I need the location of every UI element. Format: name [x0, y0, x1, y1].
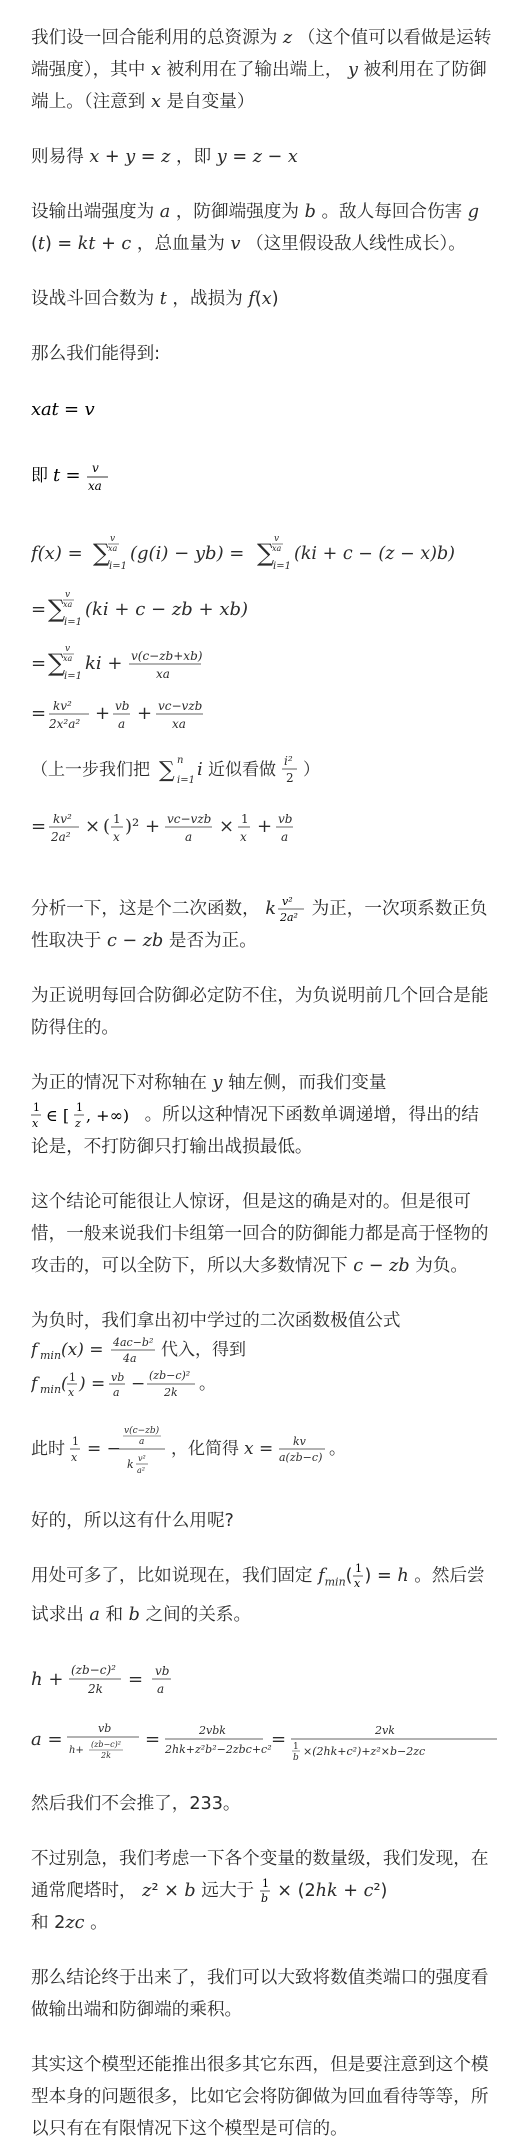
svg-text:∑: ∑ [257, 539, 275, 567]
svg-text:=: = [31, 703, 47, 724]
svg-text:∑: ∑ [93, 539, 111, 567]
svg-text:∑: ∑ [159, 758, 175, 783]
svg-text:b: b [260, 1891, 268, 1905]
svg-text:=: = [128, 1668, 144, 1690]
svg-text:近似看做: 近似看做 [208, 760, 276, 780]
svg-text:i=1: i=1 [64, 617, 82, 628]
question-paragraph: 好的，所以这有什么用呢? [31, 1511, 234, 1531]
svg-text:a: a [281, 830, 289, 844]
svg-text:xa: xa [156, 667, 170, 681]
svg-text:vb: vb [98, 1721, 112, 1735]
svg-text:v: v [274, 534, 280, 544]
svg-text:2a²: 2a² [280, 911, 298, 924]
svg-text:v(c−zb): v(c−zb) [124, 1426, 160, 1436]
svg-text:x: x [353, 1577, 360, 1590]
svg-text:v(c−zb+xb): v(c−zb+xb) [131, 649, 203, 663]
therefore-paragraph: 那么我们能得到: [31, 344, 161, 364]
svg-text:(ki + c − zb + xb): (ki + c − zb + xb) [85, 599, 249, 620]
relation-derivation [31, 1654, 496, 1770]
svg-text:vb: vb [111, 1371, 125, 1384]
conclusion-paragraph: 那么结论终于出来了，我们可以大致将数值类端口的强度看做输出端和防御端的乘积。 [31, 1967, 489, 2020]
svg-text:kv²: kv² [53, 699, 72, 713]
svg-text:1: 1 [241, 812, 249, 826]
svg-text:i: i [197, 759, 203, 780]
svg-text:2: 2 [286, 771, 294, 785]
svg-text:xa: xa [272, 544, 282, 553]
relation-paragraph: 则易得 x + y = z ，即 y = z − x [31, 147, 298, 167]
magnitude-paragraph: 不过别急，我们考虑一下各个变量的数量级，我们发现，在通常爬塔时， z² × b 远大于 1 b × (2hk + c²) 和 2zc 。 [31, 1848, 489, 1933]
svg-text:+: + [95, 703, 111, 724]
svg-text:4a: 4a [123, 1352, 137, 1365]
svg-text:2k: 2k [164, 1386, 178, 1399]
svg-text:i=1: i=1 [177, 775, 195, 786]
svg-text:，化简得: ，化简得 [171, 1439, 239, 1459]
svg-text:(: ( [103, 816, 111, 837]
equation-t [31, 456, 496, 507]
svg-text:h +: h + [31, 1668, 64, 1690]
svg-text:×: × [219, 816, 235, 837]
svg-text:+: + [257, 816, 273, 837]
svg-text:x: x [71, 1451, 78, 1464]
svg-text:代入，得到: 代入，得到 [161, 1340, 246, 1360]
svg-text:xat = v: xat = v [31, 399, 95, 420]
svg-text:x: x [32, 1117, 39, 1130]
analysis-paragraph: 分析一下，这是个二次函数， k v² 2a² 为正，一次项系数正负性取决于 c − zb 是否为正。 [31, 895, 488, 951]
svg-text:(zb−c)²: (zb−c)² [71, 1662, 116, 1677]
svg-text:1: 1 [261, 1876, 269, 1890]
svg-text:×(2hk+c²)+z²×b−2zc: ×(2hk+c²)+z²×b−2zc [303, 1744, 426, 1758]
vertex-paragraph [31, 1424, 496, 1482]
svg-text:v²: v² [138, 1454, 146, 1463]
frac-1-x [353, 1562, 365, 1590]
svg-text:(: ( [61, 1374, 68, 1394]
svg-text:n: n [177, 755, 184, 766]
svg-text:x =: x = [244, 1439, 274, 1459]
sign-paragraph: 为正说明每回合防御必定防不住，为负说明前几个回合是能防得住的。 [31, 986, 489, 1038]
svg-text:b: b [293, 1752, 299, 1763]
svg-text:∑: ∑ [48, 595, 66, 623]
svg-text:kv: kv [293, 1435, 306, 1448]
svg-text:min: min [40, 1349, 62, 1362]
svg-text:即: 即 [31, 466, 48, 486]
t-formula [31, 456, 171, 496]
svg-text:xa: xa [172, 717, 186, 731]
derivation-svg [31, 527, 501, 877]
svg-text:）: ） [303, 760, 320, 780]
svg-text:1: 1 [33, 1101, 40, 1114]
svg-text:=: = [31, 599, 47, 620]
positive-case-paragraph: 为正的情况下对称轴在 y 轴左侧，而我们变量 1 x ∈ [ 1 z , +∞) 。所以这种情况下函数单调递增，得出的结论是，不打防御只打输出战损最低。 [31, 1073, 479, 1157]
equation-xat [31, 393, 496, 436]
intro-paragraph: 我们设一回合能利用的总资源为 z （这个值可以看做是运转端强度），其中 x 被利用在了输出端上， y 被利用在了防御端上。（注意到 x 是自变量） [31, 28, 492, 112]
svg-text:a =: a = [31, 1728, 63, 1750]
svg-text:) =: ) = [79, 1374, 106, 1394]
svg-text:1: 1 [69, 1371, 76, 1384]
svg-text:1: 1 [354, 1562, 362, 1575]
svg-text:vb: vb [115, 699, 130, 713]
svg-text:, +∞): , +∞) [86, 1106, 130, 1125]
svg-text:= −: = − [87, 1439, 121, 1459]
svg-text:h+: h+ [69, 1744, 84, 1756]
svg-text:kv²: kv² [53, 812, 72, 826]
surprise-paragraph: 这个结论可能很让人惊讶，但是这的确是对的。但是很可惜，一般来说我们卡组第一回合的防御能力都是高于怪物的攻击的，可以全防下，所以大多数情况下 c − zb 为负。 [31, 1192, 489, 1276]
svg-text:x: x [68, 1386, 75, 1399]
svg-text:2k: 2k [101, 1750, 111, 1760]
svg-text:i²: i² [284, 754, 293, 768]
svg-text:(g(i) − yb) =: (g(i) − yb) = [130, 543, 245, 564]
svg-text:2vk: 2vk [375, 1723, 395, 1737]
svg-text:(ki + c − (z − x)b): (ki + c − (z − x)b) [294, 544, 455, 564]
domain-formula [31, 1100, 139, 1130]
caveat-paragraph: 其实这个模型还能推出很多其它东西，但是要注意到这个模型本身的问题很多，比如它会将防御做为回血看待等等，所以只有在有限情况下这个模型是可信的。 [31, 2054, 489, 2139]
svg-text:1: 1 [113, 812, 121, 826]
svg-text:4ac−b²: 4ac−b² [113, 1337, 154, 1349]
svg-text:i=1: i=1 [273, 561, 291, 572]
svg-text:ki +: ki + [85, 653, 123, 674]
svg-text:v: v [65, 644, 71, 654]
frac-v2-2a2 [276, 894, 306, 924]
svg-text:×: × [85, 816, 101, 837]
svg-text:1: 1 [76, 1101, 83, 1114]
svg-text:vb: vb [155, 1663, 170, 1678]
usage-paragraph: 用处可多了，比如说现在，我们固定 $f_{min}$( 1 x ) = h 。然后尝试求出 a 和 b 之间的关系。 [31, 1562, 485, 1625]
svg-text:1: 1 [293, 1741, 299, 1752]
svg-text:=: = [31, 653, 47, 674]
svg-text:=: = [271, 1728, 287, 1750]
svg-text:(x) =: (x) = [61, 1340, 104, 1360]
svg-text:)² +: )² + [125, 816, 161, 837]
svg-text:a: a [185, 830, 193, 844]
svg-text:a: a [157, 1681, 165, 1696]
svg-text:。: 。 [199, 1374, 216, 1394]
stuck-paragraph: 然后我们不会推了，233。 [31, 1793, 241, 1814]
rounds-paragraph: 设战斗回合数为 t ，战损为 f(x) [31, 289, 279, 309]
extreme-value-formulas [31, 1337, 451, 1401]
svg-text:x: x [113, 830, 120, 844]
svg-text:v: v [65, 590, 71, 600]
derivation-block [31, 527, 496, 877]
svg-text:i=1: i=1 [64, 671, 82, 682]
svg-text:t =: t = [53, 465, 81, 486]
negative-case-paragraph: 为负时，我们拿出初中学过的二次函数极值公式 f min (x) = 4ac−b² 4a 代入，得到 f min ( 1 x ) = vb a − (zb−c)² 2k 。 [31, 1305, 496, 1401]
svg-text:xa: xa [63, 654, 73, 663]
xat-formula [31, 393, 151, 425]
svg-text:=: = [145, 1728, 161, 1750]
svg-text:=: = [31, 816, 47, 837]
svg-text:min: min [40, 1383, 62, 1396]
svg-text:此时: 此时 [31, 1439, 65, 1459]
svg-text:k: k [127, 1458, 134, 1471]
svg-text:(zb−c)²: (zb−c)² [149, 1369, 191, 1382]
svg-text:z: z [75, 1117, 81, 1130]
svg-text:a²: a² [137, 1466, 145, 1475]
svg-text:a: a [113, 1386, 120, 1399]
svg-text:xa: xa [88, 479, 102, 493]
relation-svg [31, 1654, 501, 1770]
svg-text:∈ [: ∈ [ [46, 1106, 70, 1125]
svg-text:vb: vb [278, 812, 293, 826]
svg-text:+: + [137, 703, 153, 724]
svg-text:v: v [92, 461, 99, 475]
svg-text:vc−vzb: vc−vzb [167, 812, 212, 826]
svg-text:f: f [31, 1374, 38, 1394]
definition-paragraph: 设输出端强度为 a ，防御端强度为 b 。敌人每回合伤害 g(t) = kt + c ，总血量为 v （这里假设敌人线性成长）。 [31, 202, 480, 254]
svg-text:x: x [240, 830, 247, 844]
svg-text:（上一步我们把: （上一步我们把 [31, 760, 150, 780]
svg-text:i=1: i=1 [109, 561, 127, 572]
svg-text:v: v [110, 534, 116, 544]
svg-text:2hk+z²b²−2zbc+c²: 2hk+z²b²−2zbc+c² [165, 1742, 272, 1756]
svg-text:(zb−c)²: (zb−c)² [91, 1739, 121, 1749]
svg-text:a: a [118, 717, 126, 731]
svg-text:2k: 2k [88, 1681, 103, 1696]
svg-text:∑: ∑ [48, 649, 66, 677]
svg-text:。: 。 [329, 1439, 346, 1459]
svg-text:1: 1 [72, 1435, 79, 1448]
svg-text:f(x) =: f(x) = [31, 543, 83, 564]
svg-text:xa: xa [108, 544, 118, 553]
svg-text:v²: v² [282, 895, 293, 908]
svg-text:f: f [31, 1340, 38, 1360]
svg-text:2vbk: 2vbk [199, 1723, 226, 1737]
svg-text:xa: xa [63, 600, 73, 609]
svg-text:−: − [131, 1374, 146, 1394]
frac-1-b [260, 1877, 272, 1905]
svg-text:2a²: 2a² [51, 830, 71, 844]
svg-text:a: a [139, 1437, 145, 1447]
svg-text:a(zb−c): a(zb−c) [279, 1451, 323, 1464]
vertex-formula [31, 1424, 451, 1482]
svg-text:2x²a²: 2x²a² [49, 717, 81, 731]
svg-text:vc−vzb: vc−vzb [158, 699, 203, 713]
